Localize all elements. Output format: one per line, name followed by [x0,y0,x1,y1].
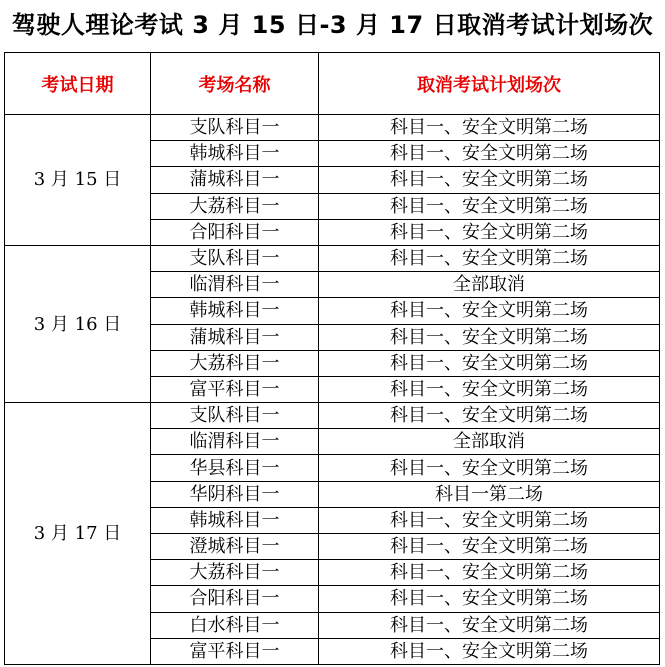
venue-name: 韩城科目一 [151,507,319,533]
cancelled-session: 科目一、安全文明第二场 [319,350,660,376]
venue-name: 支队科目一 [151,245,319,271]
venue-name: 富平科目一 [151,376,319,402]
venue-name: 临渭科目一 [151,429,319,455]
cancelled-session: 科目一、安全文明第二场 [319,507,660,533]
venue-name: 澄城科目一 [151,534,319,560]
cancelled-session: 科目一、安全文明第二场 [319,324,660,350]
venue-name: 大荔科目一 [151,560,319,586]
venue-name: 蒲城科目一 [151,324,319,350]
header-venue: 考场名称 [151,53,319,115]
cancelled-session: 全部取消 [319,429,660,455]
venue-name: 合阳科目一 [151,219,319,245]
venue-name: 支队科目一 [151,403,319,429]
cancelled-session: 科目一、安全文明第二场 [319,534,660,560]
exam-date: 3 月 16 日 [5,245,151,402]
venue-name: 华阴科目一 [151,481,319,507]
cancelled-session: 科目一、安全文明第二场 [319,638,660,664]
cancelled-session: 科目一、安全文明第二场 [319,115,660,141]
table-row [5,245,660,271]
cancelled-session: 科目一、安全文明第二场 [319,298,660,324]
cancelled-session: 科目一、安全文明第二场 [319,403,660,429]
schedule-table [4,52,660,665]
exam-date: 3 月 15 日 [5,115,151,246]
header-row [5,53,660,115]
cancelled-session: 科目一、安全文明第二场 [319,141,660,167]
venue-name: 大荔科目一 [151,193,319,219]
exam-date: 3 月 17 日 [5,403,151,665]
venue-name: 临渭科目一 [151,272,319,298]
venue-name: 韩城科目一 [151,298,319,324]
cancelled-session: 科目一、安全文明第二场 [319,376,660,402]
table-row [5,403,660,429]
venue-name: 华县科目一 [151,455,319,481]
cancelled-session: 科目一、安全文明第二场 [319,560,660,586]
page-title: 驾驶人理论考试 3 月 15 日-3 月 17 日取消考试计划场次 [11,11,654,39]
venue-name: 蒲城科目一 [151,167,319,193]
venue-name: 支队科目一 [151,115,319,141]
table-row [5,115,660,141]
header-cancelled-sessions: 取消考试计划场次 [319,53,660,115]
cancelled-session: 科目一、安全文明第二场 [319,586,660,612]
venue-name: 韩城科目一 [151,141,319,167]
cancelled-session: 科目一、安全文明第二场 [319,167,660,193]
venue-name: 富平科目一 [151,638,319,664]
venue-name: 白水科目一 [151,612,319,638]
cancelled-session: 科目一第二场 [319,481,660,507]
cancelled-session: 全部取消 [319,272,660,298]
header-date: 考试日期 [5,53,151,115]
cancelled-session: 科目一、安全文明第二场 [319,245,660,271]
cancelled-session: 科目一、安全文明第二场 [319,612,660,638]
venue-name: 大荔科目一 [151,350,319,376]
cancelled-session: 科目一、安全文明第二场 [319,455,660,481]
cancelled-session: 科目一、安全文明第二场 [319,193,660,219]
venue-name: 合阳科目一 [151,586,319,612]
cancelled-session: 科目一、安全文明第二场 [319,219,660,245]
